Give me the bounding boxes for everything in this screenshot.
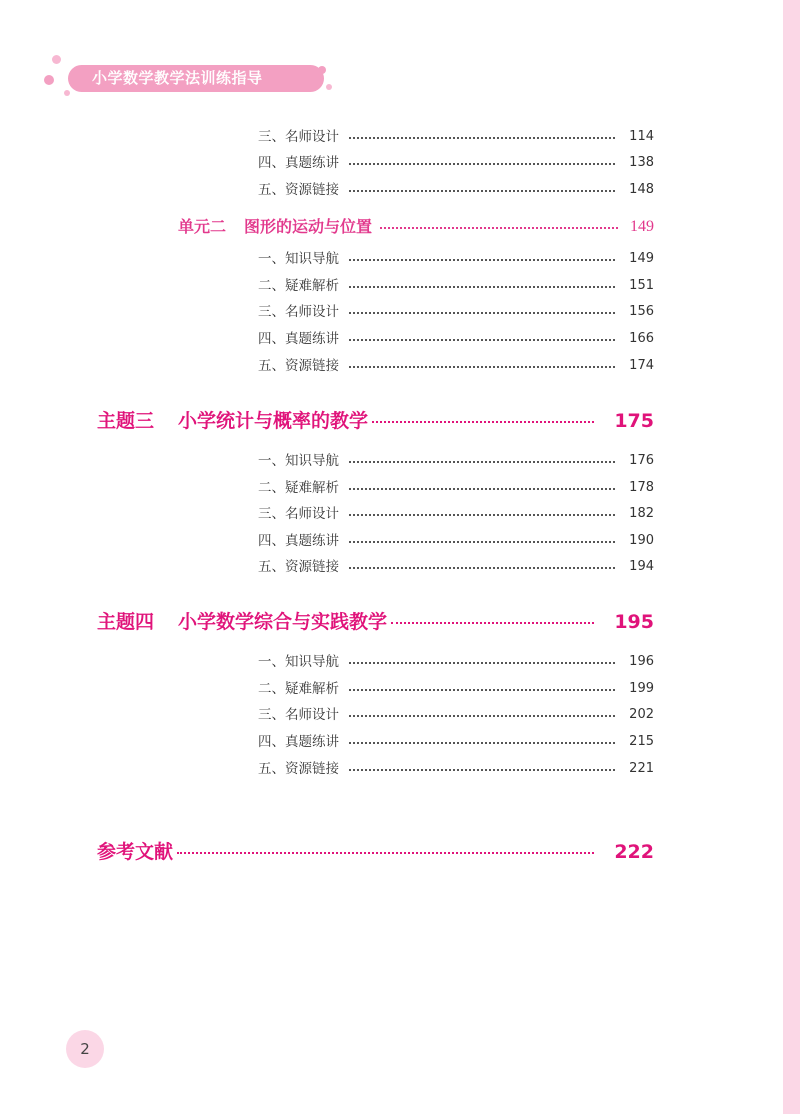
toc-entry-page: 166 [629,331,654,346]
dot-leader [349,541,615,543]
topic-label: 主题四 [97,611,155,633]
dot-leader [349,286,615,288]
dot-leader [349,366,615,368]
toc-entry-label: 四、真题练讲 [258,155,339,171]
dot-leader [372,421,594,423]
dot-leader [349,137,615,139]
toc-entry[interactable] [258,652,654,672]
toc-entry-label: 三、名师设计 [258,707,339,723]
toc-entry-label: 五、资源链接 [258,559,339,575]
toc-entry-page: 215 [629,734,654,749]
toc-entry[interactable] [258,679,654,699]
toc-entry-page: 199 [629,681,654,696]
dot-leader [349,163,615,165]
toc-entry-label: 三、名师设计 [258,506,339,522]
toc-entry-label: 二、疑难解析 [258,480,339,496]
dot-leader [349,567,615,569]
toc-entry[interactable] [258,356,654,376]
toc-entry[interactable] [258,478,654,498]
dot-leader [349,662,615,664]
toc-entry[interactable] [258,329,654,349]
decor-dot [52,55,61,64]
references-page: 222 [614,841,654,863]
toc-references-heading[interactable] [97,838,654,866]
toc-entry-page: 138 [629,155,654,170]
toc-entry-label: 五、资源链接 [258,761,339,777]
toc-entry-page: 190 [629,533,654,548]
toc-entry-page: 148 [629,182,654,197]
toc-entry-label: 四、真题练讲 [258,734,339,750]
unit-page: 149 [630,218,654,235]
toc-topic-heading[interactable] [97,608,654,636]
toc-entry-label: 一、知识导航 [258,251,339,267]
dot-leader [349,190,615,192]
topic-title: 小学数学综合与实践教学 [178,611,388,633]
toc-entry-page: 182 [629,506,654,521]
toc-entry[interactable] [258,249,654,269]
dot-leader [349,259,615,261]
toc-entry[interactable] [258,557,654,577]
toc-entry-page: 114 [629,129,654,144]
toc-entry-page: 151 [629,278,654,293]
toc-entry-page: 196 [629,654,654,669]
toc-entry[interactable] [258,759,654,779]
unit-label: 单元二 [178,217,227,236]
book-title: 小学数学教学法训练指导 [92,69,263,87]
toc-entry[interactable] [258,180,654,200]
toc-entry-label: 五、资源链接 [258,358,339,374]
topic-title: 小学统计与概率的教学 [178,410,369,432]
topic-page: 175 [614,410,654,432]
toc-entry-label: 三、名师设计 [258,304,339,320]
page-number-badge: 2 [66,1030,104,1068]
toc-entry-label: 四、真题练讲 [258,331,339,347]
toc-topic-heading[interactable] [97,407,654,435]
toc-entry-page: 149 [629,251,654,266]
unit-title: 图形的运动与位置 [244,217,373,236]
decor-dot [44,75,54,85]
dot-leader [349,339,615,341]
toc-entry-label: 一、知识导航 [258,654,339,670]
toc-entry-page: 178 [629,480,654,495]
toc-unit-heading[interactable] [178,215,654,239]
dot-leader [349,488,615,490]
dot-leader [349,689,615,691]
toc-entry[interactable] [258,705,654,725]
toc-entry[interactable] [258,153,654,173]
dot-leader [349,742,615,744]
toc-entry-page: 174 [629,358,654,373]
toc-entry[interactable] [258,504,654,524]
toc-entry-label: 二、疑难解析 [258,278,339,294]
dot-leader [349,715,615,717]
toc-entry-page: 202 [629,707,654,722]
toc-entry[interactable] [258,451,654,471]
toc-entry[interactable] [258,531,654,551]
dot-leader [349,514,615,516]
toc-entry-page: 194 [629,559,654,574]
topic-label: 主题三 [97,410,155,432]
dot-leader [349,312,615,314]
toc-entry-page: 156 [629,304,654,319]
references-label: 参考文献 [97,841,174,863]
toc-entry[interactable] [258,127,654,147]
toc-entry[interactable] [258,302,654,322]
dot-leader [177,852,594,854]
dot-leader [380,227,618,229]
toc-entry-page: 176 [629,453,654,468]
toc-entry-label: 二、疑难解析 [258,681,339,697]
decor-dot [326,84,332,90]
decor-dot [64,90,70,96]
toc-entry-label: 三、名师设计 [258,129,339,145]
toc-entry-page: 221 [629,761,654,776]
dot-leader [391,622,594,624]
topic-page: 195 [614,611,654,633]
toc-entry-label: 五、资源链接 [258,182,339,198]
page-edge-strip [783,0,800,1114]
toc-entry[interactable] [258,276,654,296]
toc-entry[interactable] [258,732,654,752]
dot-leader [349,461,615,463]
toc-entry-label: 一、知识导航 [258,453,339,469]
dot-leader [349,769,615,771]
toc-entry-label: 四、真题练讲 [258,533,339,549]
